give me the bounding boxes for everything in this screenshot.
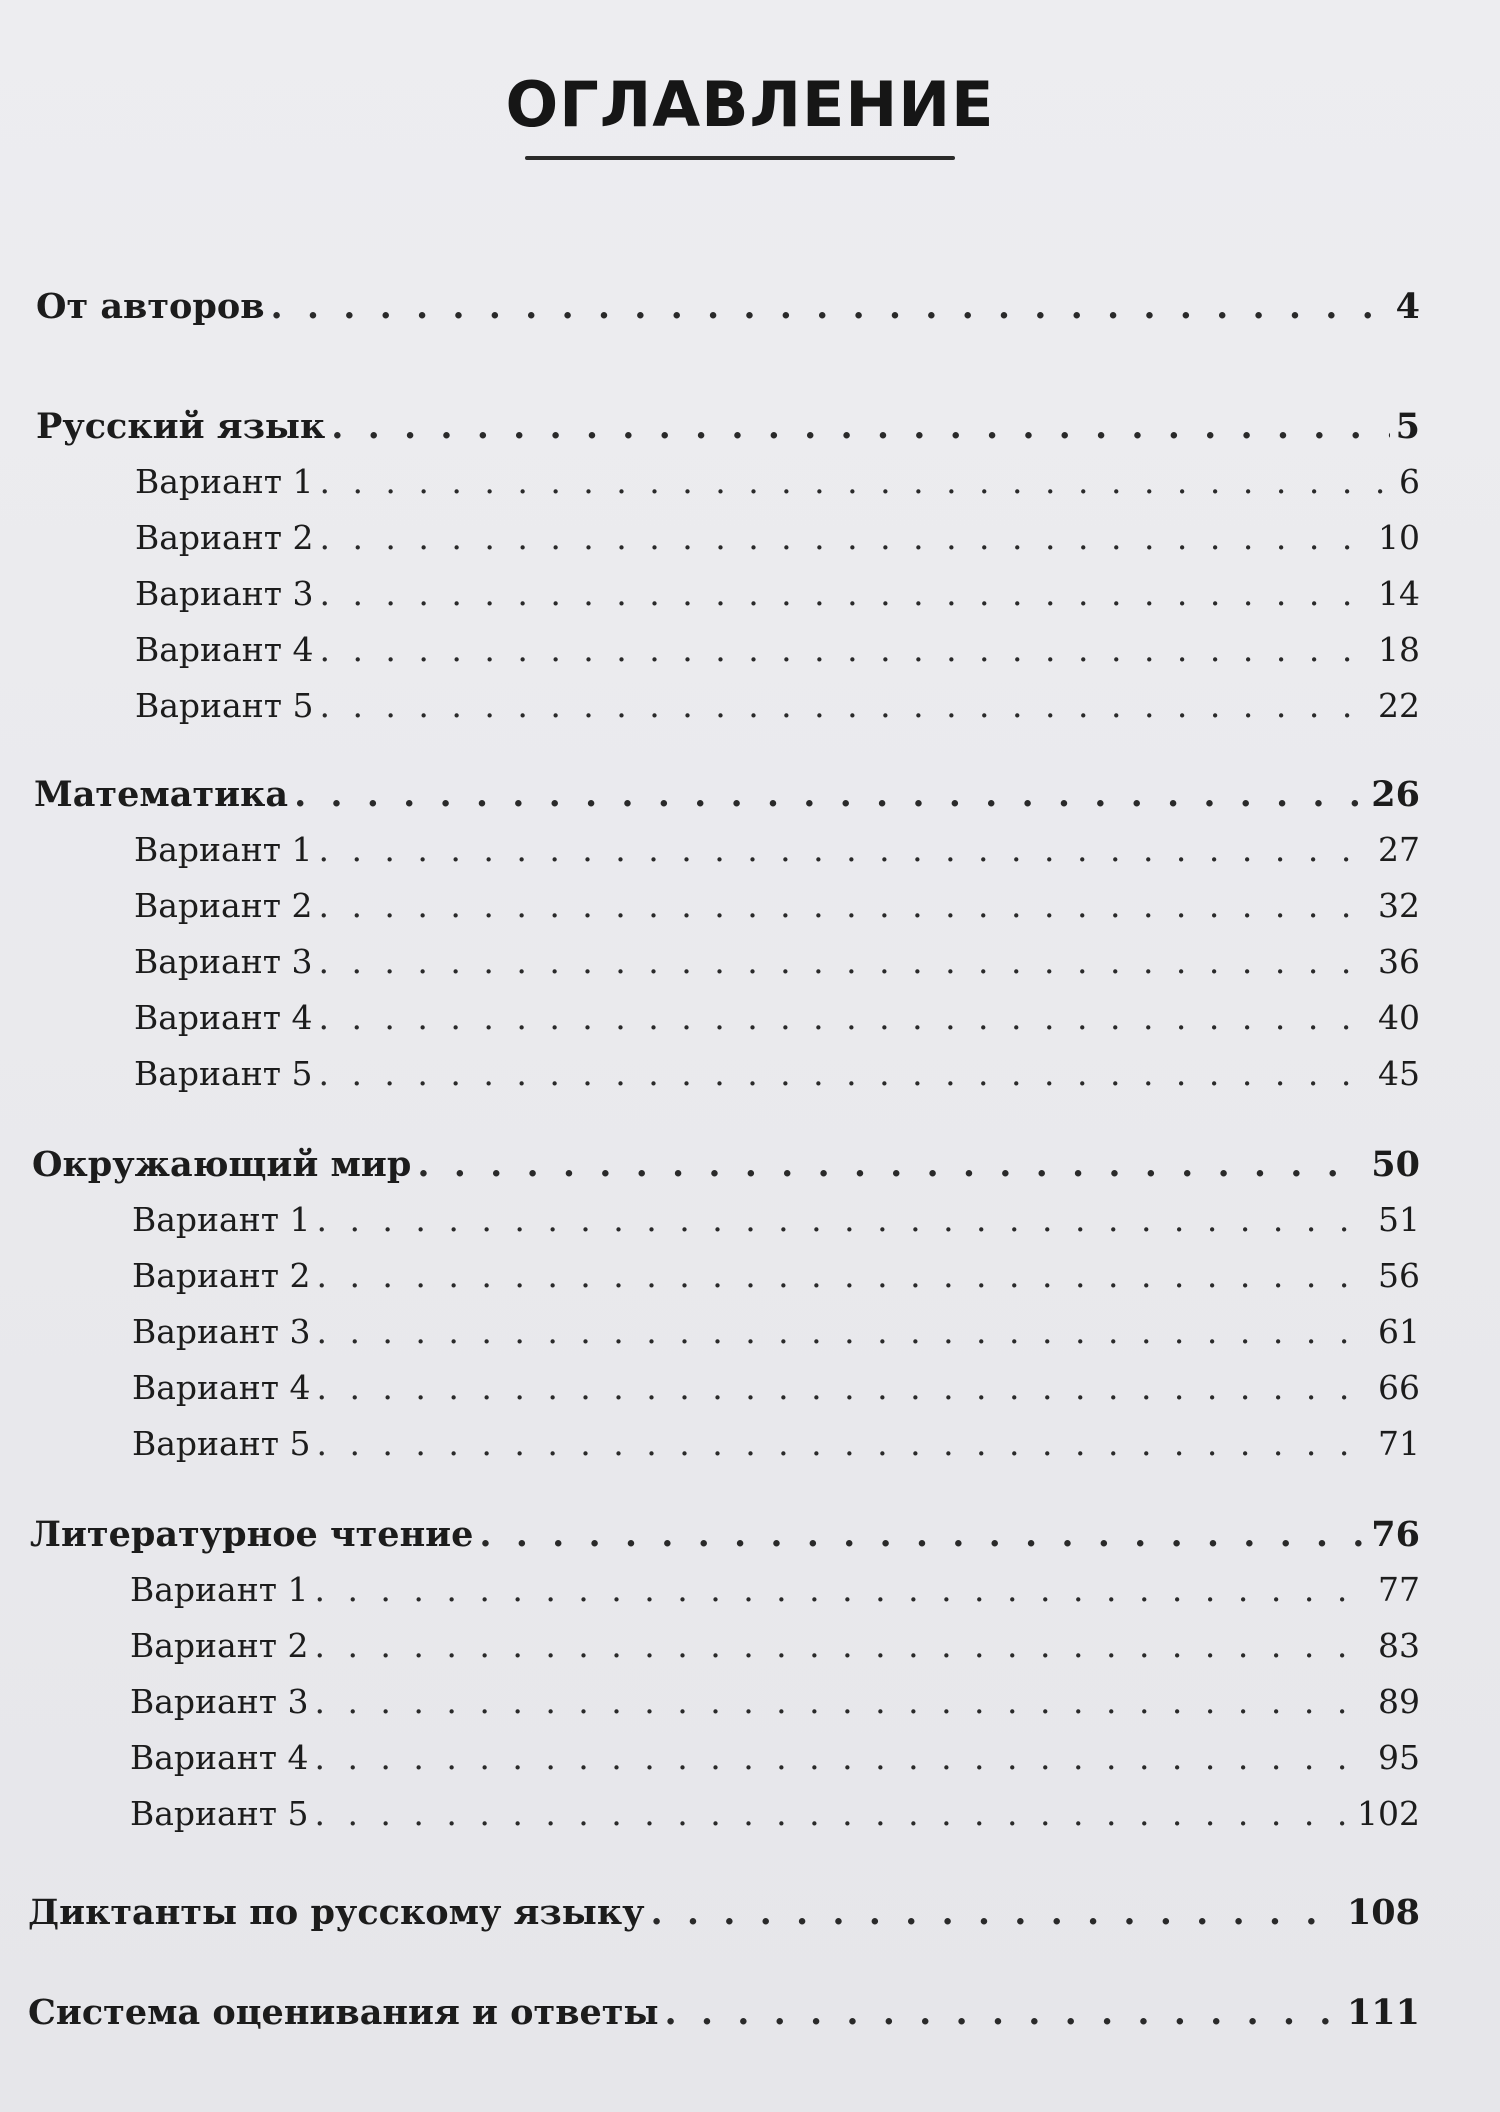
toc-variant-math-3[interactable] <box>134 942 1420 981</box>
dot-leader <box>318 942 1372 981</box>
toc-page-number: 14 <box>1378 574 1420 613</box>
dot-leader <box>319 574 1372 613</box>
dot-leader <box>318 998 1372 1037</box>
toc-page-number: 66 <box>1378 1368 1420 1407</box>
toc-page-number: 102 <box>1357 1794 1420 1833</box>
toc-entry-label: Окружающий мир <box>32 1144 412 1185</box>
dot-leader <box>294 774 1365 815</box>
dot-leader <box>331 406 1389 447</box>
dot-leader <box>316 1200 1372 1239</box>
toc-page-number: 5 <box>1395 406 1420 447</box>
toc-variant-russian-1[interactable] <box>135 462 1420 501</box>
toc-entry-label: Математика <box>34 774 289 815</box>
toc-variant-world-5[interactable] <box>132 1424 1420 1463</box>
dot-leader <box>314 1682 1372 1721</box>
toc-variant-world-3[interactable] <box>132 1312 1420 1351</box>
toc-variant-russian-4[interactable] <box>135 630 1420 669</box>
toc-variant-math-4[interactable] <box>134 998 1420 1037</box>
toc-variant-label: Вариант 3 <box>134 942 313 981</box>
toc-page-number: 4 <box>1395 286 1420 327</box>
dot-leader <box>319 686 1372 725</box>
toc-page-number: 22 <box>1378 686 1420 725</box>
toc-variant-literature-4[interactable] <box>130 1738 1420 1777</box>
toc-page-number: 108 <box>1346 1892 1420 1933</box>
dot-leader <box>319 630 1372 669</box>
dot-leader <box>316 1368 1372 1407</box>
dot-leader <box>314 1570 1372 1609</box>
toc-variant-label: Вариант 2 <box>135 518 314 557</box>
toc-variant-label: Вариант 1 <box>132 1200 311 1239</box>
dot-leader <box>318 886 1372 925</box>
toc-page-number: 61 <box>1378 1312 1420 1351</box>
toc-variant-label: Вариант 2 <box>132 1256 311 1295</box>
toc-variant-label: Вариант 5 <box>130 1794 309 1833</box>
dot-leader <box>665 1992 1341 2033</box>
toc-variant-label: Вариант 3 <box>130 1682 309 1721</box>
toc-entry-world[interactable] <box>32 1144 1420 1185</box>
toc-variant-label: Вариант 5 <box>135 686 314 725</box>
toc-entry-literature[interactable] <box>30 1514 1420 1555</box>
toc-variant-label: Вариант 5 <box>134 1054 313 1093</box>
toc-variant-world-4[interactable] <box>132 1368 1420 1407</box>
toc-entry-dictations[interactable] <box>28 1892 1420 1933</box>
toc-variant-label: Вариант 2 <box>130 1626 309 1665</box>
toc-entry-label: Русский язык <box>36 406 326 447</box>
dot-leader <box>479 1514 1365 1555</box>
toc-variant-world-1[interactable] <box>132 1200 1420 1239</box>
toc-page-number: 89 <box>1378 1682 1420 1721</box>
toc-variant-math-1[interactable] <box>134 830 1420 869</box>
toc-page-number: 111 <box>1346 1992 1420 2033</box>
toc-page-number: 95 <box>1378 1738 1420 1777</box>
toc-page-number: 18 <box>1378 630 1420 669</box>
toc-variant-russian-5[interactable] <box>135 686 1420 725</box>
toc-page-number: 6 <box>1399 462 1420 501</box>
dot-leader <box>314 1738 1372 1777</box>
toc-variant-math-2[interactable] <box>134 886 1420 925</box>
dot-leader <box>319 518 1372 557</box>
toc-variant-russian-2[interactable] <box>135 518 1420 557</box>
toc-variant-label: Вариант 1 <box>130 1570 309 1609</box>
toc-variant-label: Вариант 4 <box>132 1368 311 1407</box>
toc-entry-label: Система оценивания и ответы <box>28 1992 659 2033</box>
toc-entry-math[interactable] <box>34 774 1420 815</box>
dot-leader <box>316 1312 1372 1351</box>
toc-variant-literature-5[interactable] <box>130 1794 1420 1833</box>
toc-variant-label: Вариант 2 <box>134 886 313 925</box>
toc-page-number: 50 <box>1371 1144 1420 1185</box>
toc-page-number: 40 <box>1378 998 1420 1037</box>
toc-page-number: 45 <box>1378 1054 1420 1093</box>
toc-entry-authors[interactable] <box>36 286 1420 327</box>
dot-leader <box>318 830 1372 869</box>
dot-leader <box>316 1256 1372 1295</box>
dot-leader <box>417 1144 1365 1185</box>
toc-variant-label: Вариант 3 <box>132 1312 311 1351</box>
toc-page-number: 77 <box>1378 1570 1420 1609</box>
dot-leader <box>316 1424 1372 1463</box>
dot-leader <box>318 1054 1372 1093</box>
toc-variant-literature-1[interactable] <box>130 1570 1420 1609</box>
page-title: ОГЛАВЛЕНИЕ <box>505 68 995 141</box>
toc-page-number: 71 <box>1378 1424 1420 1463</box>
toc-entry-label: От авторов <box>36 286 265 327</box>
title-underline <box>525 156 955 160</box>
toc-variant-label: Вариант 1 <box>134 830 313 869</box>
toc-page-number: 51 <box>1378 1200 1420 1239</box>
toc-page-number: 27 <box>1378 830 1420 869</box>
dot-leader <box>319 462 1393 501</box>
toc-variant-label: Вариант 5 <box>132 1424 311 1463</box>
toc-variant-world-2[interactable] <box>132 1256 1420 1295</box>
toc-variant-label: Вариант 4 <box>134 998 313 1037</box>
toc-variant-russian-3[interactable] <box>135 574 1420 613</box>
toc-entry-grading[interactable] <box>28 1992 1420 2033</box>
toc-variant-label: Вариант 4 <box>130 1738 309 1777</box>
toc-variant-label: Вариант 4 <box>135 630 314 669</box>
dot-leader <box>314 1794 1351 1833</box>
dot-leader <box>271 286 1390 327</box>
toc-variant-literature-2[interactable] <box>130 1626 1420 1665</box>
toc-entry-label: Диктанты по русскому языку <box>28 1892 645 1933</box>
dot-leader <box>651 1892 1341 1933</box>
toc-entry-label: Литературное чтение <box>30 1514 474 1555</box>
toc-page-number: 36 <box>1378 942 1420 981</box>
toc-variant-label: Вариант 1 <box>135 462 314 501</box>
toc-page-number: 26 <box>1371 774 1420 815</box>
toc-page-number: 32 <box>1378 886 1420 925</box>
dot-leader <box>314 1626 1372 1665</box>
toc-variant-literature-3[interactable] <box>130 1682 1420 1721</box>
toc-page-number: 56 <box>1378 1256 1420 1295</box>
toc-page-number: 76 <box>1371 1514 1420 1555</box>
toc-page-number: 10 <box>1378 518 1420 557</box>
toc-page-number: 83 <box>1378 1626 1420 1665</box>
toc-variant-math-5[interactable] <box>134 1054 1420 1093</box>
toc-entry-russian[interactable] <box>36 406 1420 447</box>
toc-variant-label: Вариант 3 <box>135 574 314 613</box>
